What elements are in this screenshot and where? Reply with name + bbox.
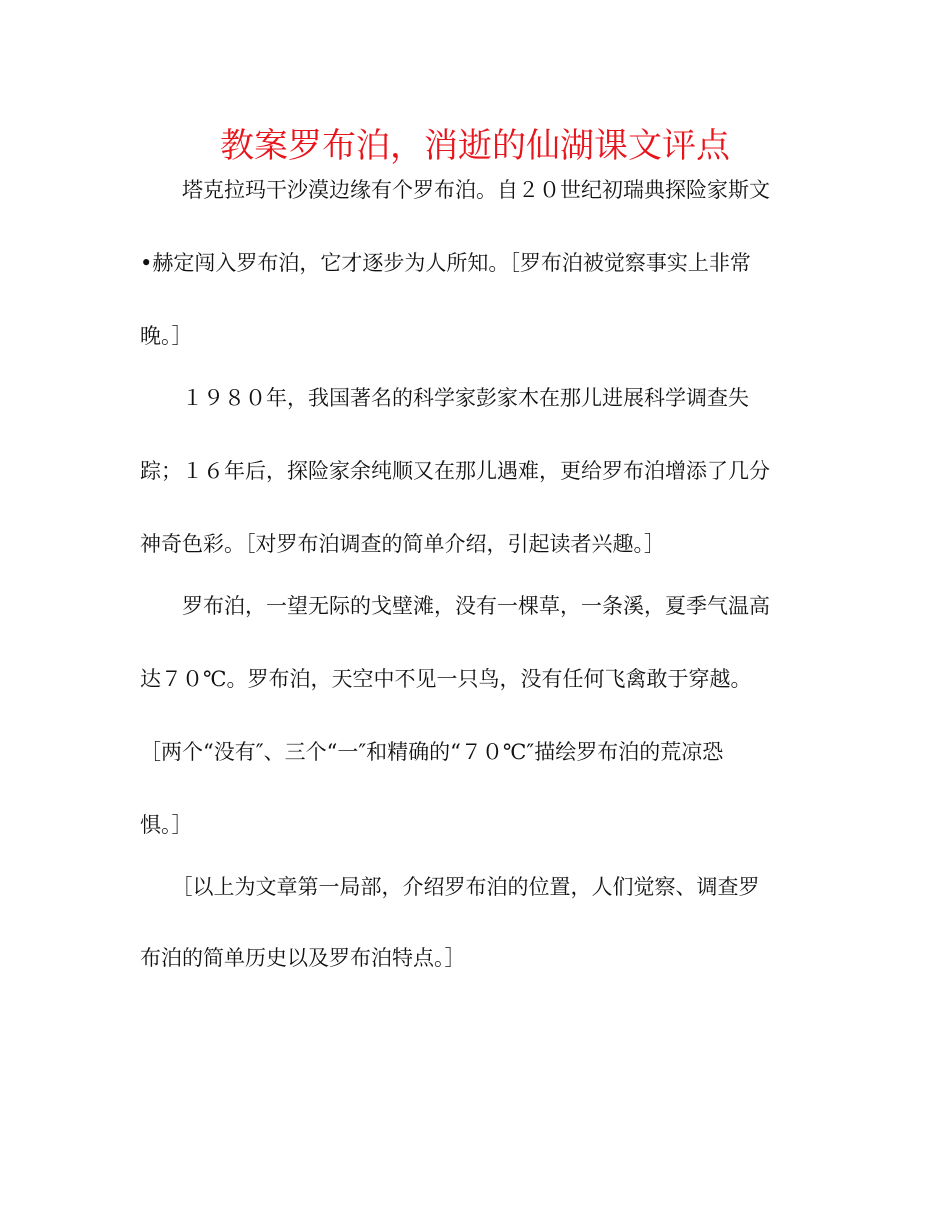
text-line: １９８０年，我国著名的科学家彭家木在那儿进展科学调查失 (140, 386, 749, 410)
text-line: 惧。］ (140, 813, 193, 837)
text-line: 神奇色彩。［对罗布泊调查的简单介绍，引起读者兴趣。］ (140, 532, 665, 556)
document-title: 教案罗布泊，消逝的仙湖课文评点 (220, 126, 730, 166)
text-line: 塔克拉玛干沙漠边缘有个罗布泊。自２０世纪初瑞典探险家斯文 (140, 178, 770, 202)
text-line: 晚。］ (140, 324, 193, 348)
text-line: 布泊的简单历史以及罗布泊特点。］ (140, 946, 466, 970)
text-line: ［两个“没有″、三个“一″和精确的“７０℃″描绘罗布泊的荒凉恐 (140, 740, 724, 764)
text-line: 踪；１６年后，探险家余纯顺又在那儿遇难，更给罗布泊增添了几分 (140, 459, 770, 483)
text-line: •赫定闯入罗布泊，它才逐步为人所知。［罗布泊被觉察事实上非常 (140, 251, 751, 275)
text-line: ［以上为文章第一局部，介绍罗布泊的位置，人们觉察、调查罗 (140, 875, 760, 899)
text-line: 罗布泊，一望无际的戈壁滩，没有一棵草，一条溪，夏季气温高 (140, 594, 770, 618)
text-line: 达７０℃。罗布泊，天空中不见一只鸟，没有任何飞禽敢于穿越。 (140, 667, 752, 691)
